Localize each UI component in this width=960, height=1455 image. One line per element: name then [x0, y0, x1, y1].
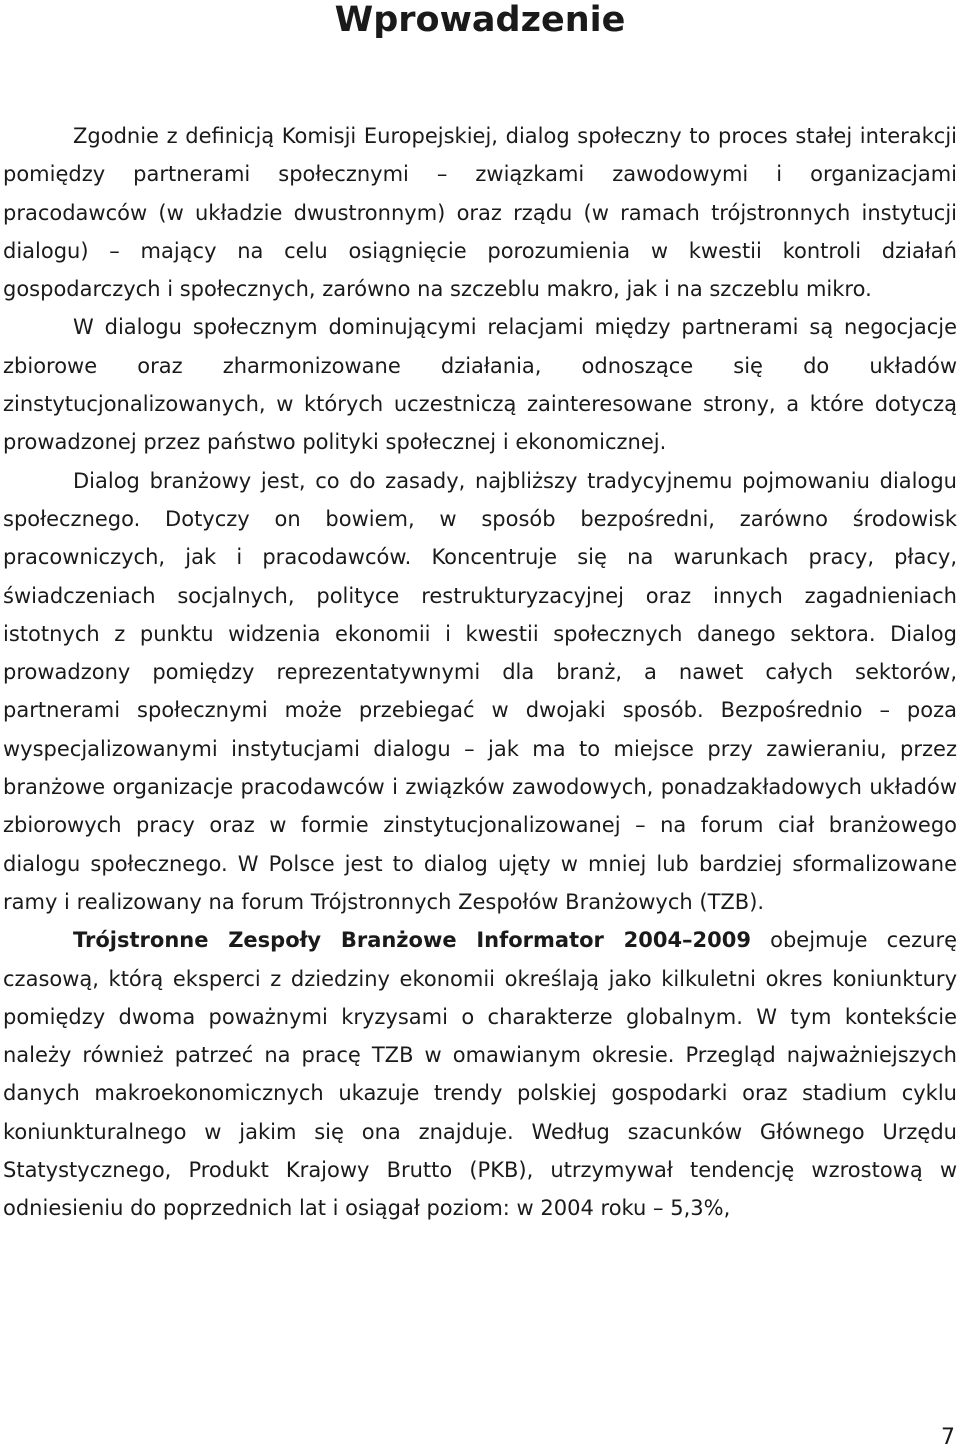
paragraph-text: Zgodnie z definicją Komisji Europejskiej, dialog społeczny to proces stałej interakcji pomiędzy partnerami społecznymi – związkami zawodowymi i organizacjami pracodawców (w układzie dwustronnym) oraz rządu (w ramach trójstronnych instytucji dialogu) – mający na celu osiągnięcie porozumienia w kwestii kontroli działań gospodarczych i społecznych, zarówno na szczeblu makro, jak i na szczeblu mikro.: [3, 124, 957, 302]
paragraph-text: obejmuje cezurę czasową, którą eksperci z dziedziny ekonomii określają jako kilkuletni okres koniunktury pomiędzy dwoma poważnymi kryzysami o charakterze globalnym. W tym kontekście należy również patrzeć na pracę TZB w omawianym okresie. Przegląd najważniejszych danych makroekonomicznych ukazuje trendy polskiej gospodarki oraz stadium cyklu koniunkturalnego w jakim się ona znajduje. Według szacunków Głównego Urzędu Statystycznego, Produkt Krajowy Brutto (PKB), utrzymywał tendencję wzrostową w odniesieniu do poprzednich lat i osiągał poziom: w 2004 roku – 5,3%,: [3, 928, 957, 1221]
paragraph-relations: [3, 308, 957, 461]
paragraph-definition: [3, 117, 957, 308]
paragraph-sector-dialogue: [3, 462, 957, 922]
document-body: [3, 117, 957, 1228]
paragraph-text: W dialogu społecznym dominującymi relacjami między partnerami są negocjacje zbiorowe oraz zharmonizowane działania, odnoszące się do układów zinstytucjonalizowanych, w których uczestniczą zainteresowane strony, a które dotyczą prowadzonej przez państwo polityki społecznej i ekonomicznej.: [3, 315, 957, 455]
page-number: 7: [941, 1425, 955, 1450]
paragraph-informator: [3, 921, 957, 1227]
page-title: Wprowadzenie: [334, 0, 626, 40]
paragraph-lead-bold: Trójstronne Zespoły Branżowe Informator 2004–2009: [73, 928, 752, 953]
paragraph-text: Dialog branżowy jest, co do zasady, najbliższy tradycyjnemu pojmowaniu dialogu społecznego. Dotyczy on bowiem, w sposób bezpośredni, zarówno środowisk pracowniczych, jak i pracodawców. Koncentruje się na warunkach pracy, płacy, świadczeniach socjalnych, polityce restrukturyzacyjnej oraz innych zagadnieniach istotnych z punktu widzenia ekonomii i kwestii społecznych danego sektora. Dialog prowadzony pomiędzy reprezentatywnymi dla branż, a nawet całych sektorów, partnerami społecznymi może przebiegać w dwojaki sposób. Bezpośrednio – poza wyspecjalizowanymi instytucjami dialogu – jak ma to miejsce przy zawieraniu, przez branżowe organizacje pracodawców i związków zawodowych, ponadzakładowych układów zbiorowych pracy oraz w formie zinstytucjonalizowanej – na forum ciał branżowego dialogu społecznego. W Polsce jest to dialog ujęty w mniej lub bardziej sformalizowane ramy i realizowany na forum Trójstronnych Zespołów Branżowych (TZB).: [3, 468, 957, 914]
